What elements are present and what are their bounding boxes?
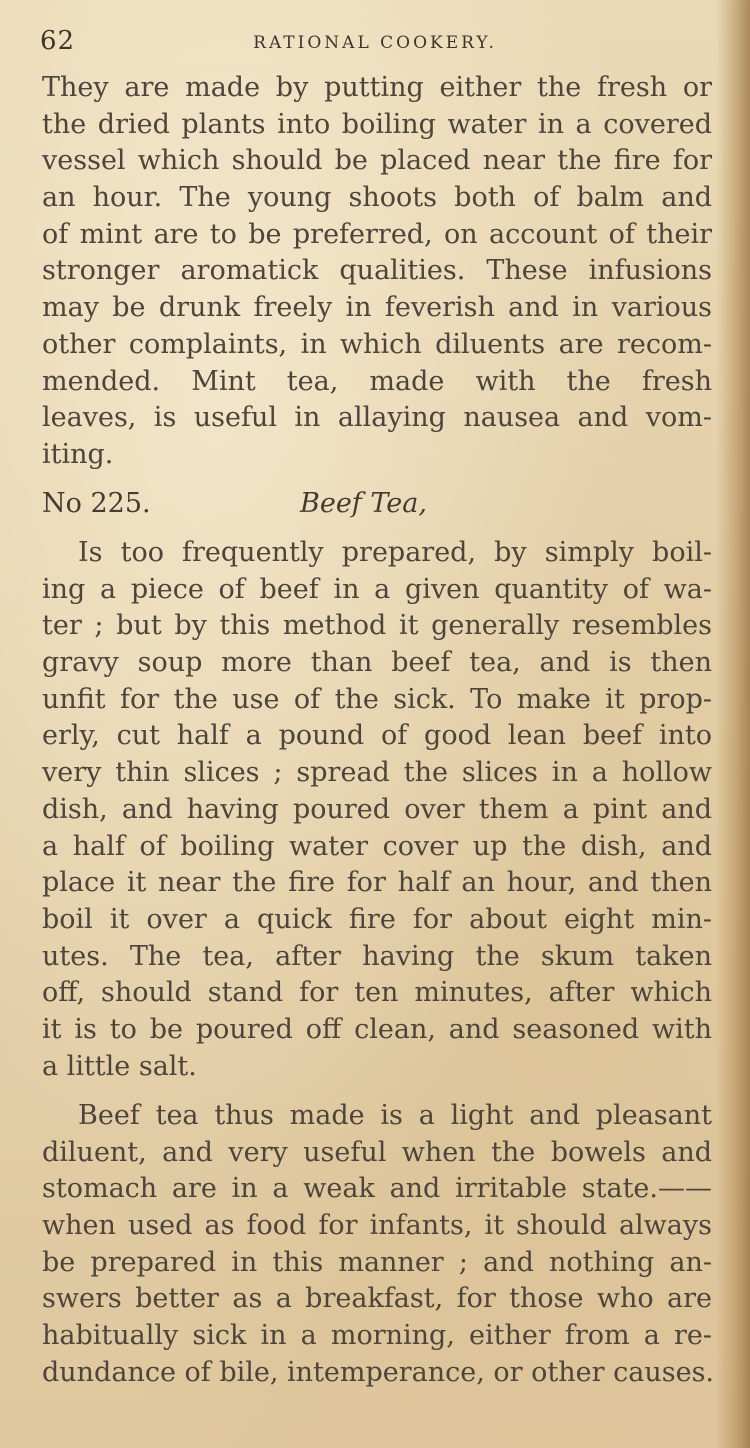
text-line: iting.	[42, 438, 114, 470]
text-line: stomach are in a weak and irritable state.——	[42, 1173, 712, 1205]
text-line: diluent, and very useful when the bowels and	[42, 1136, 712, 1168]
text-line: of mint are to be preferred, on account of their	[42, 218, 712, 250]
text-line: They are made by putting either the fresh or	[42, 72, 712, 103]
text-line: gravy soup more than beef tea, and is then	[42, 647, 712, 679]
text-line: ter ; but by this method it generally resembles	[42, 610, 712, 642]
page-edge-shadow	[716, 0, 750, 1448]
paragraph-beef-tea-method	[42, 535, 712, 1085]
paragraph-beef-tea-uses	[42, 1098, 715, 1392]
recipe-heading	[42, 488, 712, 528]
paragraph-infusions	[42, 70, 712, 474]
text-line: a half of boiling water cover up the dish, and	[42, 830, 712, 862]
recipe-number: No 225.	[42, 488, 151, 519]
text-line: very thin slices ; spread the slices in a hollow	[42, 757, 712, 789]
text-line: habitually sick in a morning, either from a re-	[42, 1320, 712, 1352]
text-line: Beef tea thus made is a light and pleasant	[78, 1100, 712, 1131]
text-line: other complaints, in which diluents are recom-	[42, 328, 712, 360]
text-line: erly, cut half a pound of good lean beef into	[42, 720, 712, 752]
text-line: the dried plants into boiling water in a covered	[42, 108, 712, 140]
recipe-title: Beef Tea,	[300, 488, 427, 519]
running-title: RATIONAL COOKERY.	[253, 33, 497, 53]
text-line: be prepared in this manner ; and nothing an-	[42, 1246, 712, 1278]
page-number: 62	[40, 26, 76, 56]
text-line: may be drunk freely in feverish and in various	[42, 292, 712, 324]
text-line: swers better as a breakfast, for those who are	[42, 1283, 712, 1315]
text-line: off, should stand for ten minutes, after which	[42, 977, 712, 1009]
text-line: vessel which should be placed near the fire for	[42, 145, 712, 177]
text-line: place it near the fire for half an hour, and then	[42, 867, 712, 899]
text-line: stronger aromatick qualities. These infusions	[42, 255, 712, 287]
text-line: dundance of bile, intemperance, or other causes.	[42, 1356, 715, 1388]
page-header	[40, 26, 710, 62]
text-line: a little salt.	[42, 1050, 197, 1082]
text-line: ing a piece of beef in a given quantity of wa-	[42, 573, 712, 605]
text-line: mended. Mint tea, made with the fresh	[42, 365, 712, 397]
text-line: unfit for the use of the sick. To make it prop-	[42, 683, 712, 715]
text-line: an hour. The young shoots both of balm and	[42, 182, 712, 214]
text-line: utes. The tea, after having the skum taken	[42, 940, 712, 972]
text-line: leaves, is useful in allaying nausea and vom-	[42, 402, 712, 434]
text-line: Is too frequently prepared, by simply boil-	[78, 537, 712, 568]
text-line: dish, and having poured over them a pint and	[42, 793, 712, 825]
text-line: boil it over a quick fire for about eight min-	[42, 903, 712, 935]
text-line: it is to be poured off clean, and seasoned with	[42, 1013, 712, 1045]
text-line: when used as food for infants, it should always	[42, 1210, 712, 1242]
